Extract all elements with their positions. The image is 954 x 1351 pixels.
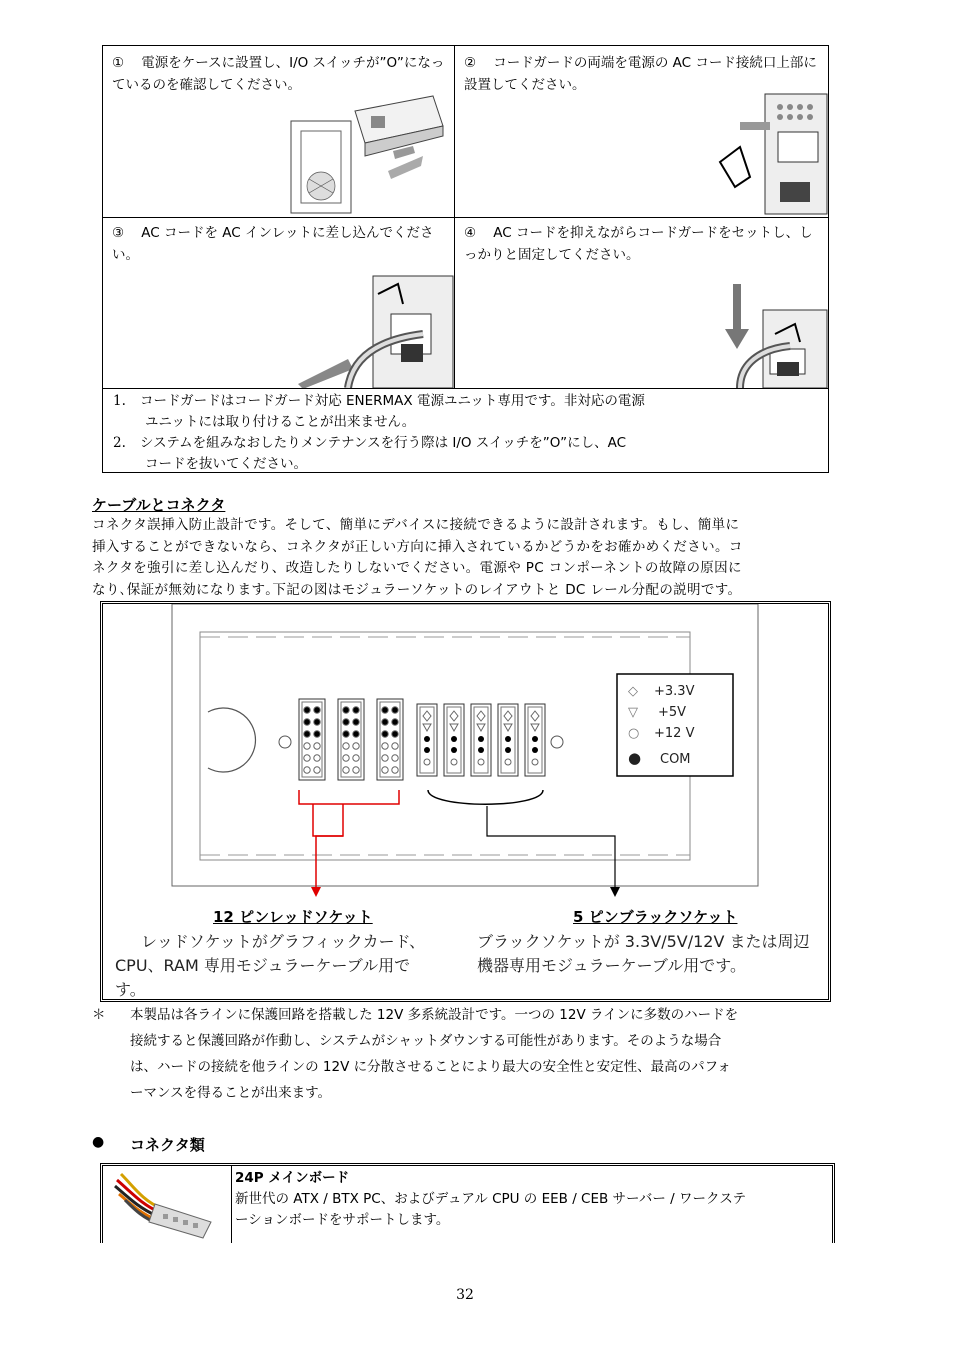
24p-cable-image [103, 1166, 231, 1243]
step-1-text: 電源をケースに設置し、I/O スイッチが”O”になっているのを確認してください。 [112, 55, 445, 93]
socket-5pin-1 [417, 704, 437, 776]
red-socket-desc: レッドソケットがグラフィックカード、 CPU、RAM 専用モジュラーケーブル用で す。 [115, 932, 426, 999]
section-body: コネクタ誤挿入防止設計です。そして、簡単にデバイスに接続できるように設計されます。もし、簡単に 挿入することができないなら、コネクタが正しい方向に挿入されているかどうかをお確かめください。コ ネクタを強引に差し込んだり、改造したりしないでください。電源や PC コンポーネントの故障の原因に なり､保証が無効になります｡下記の図はモジュラーソケットのレイアウトと DC レール分配の説明です。 [92, 517, 743, 598]
legend-5v: ▽ +5V [628, 705, 687, 720]
red-socket-title: 12 ピンレッドソケット [213, 908, 373, 926]
section-heading: ケーブルとコネクタ [92, 496, 226, 514]
black-socket-desc: ブラックソケットが 3.3V/5V/12V または周辺 機器専用モジュラーケーブル用です。 [477, 932, 810, 975]
step-4-text: AC コードを抑えながらコードガードをセットし、しっかりと固定してください。 [464, 225, 813, 263]
cord-guard-illustration [710, 92, 828, 216]
5-pin-sockets [417, 704, 545, 776]
step-1-number: ① [112, 55, 125, 71]
connector-24p-title: 24P メインボード [235, 1170, 350, 1186]
step-3-cell [103, 218, 455, 389]
step-4-number: ④ [464, 225, 477, 241]
step-2-number: ② [464, 55, 477, 71]
cord-guard-fix-illustration [725, 274, 828, 388]
socket-12pin-1 [299, 699, 325, 780]
socket-5pin-4 [498, 704, 518, 776]
connector-image-cell [103, 1166, 232, 1243]
black-arrow-head [610, 887, 620, 897]
step-1-cell [103, 46, 455, 218]
instruction-table [102, 45, 829, 473]
connectors-heading: コネクタ類 [130, 1136, 205, 1154]
step-2-text: コードガードの両端を電源の AC コード接続口上部に設置してください。 [464, 55, 817, 93]
legend-12v: ○ +12 V [628, 726, 695, 741]
socket-12pin-3 [377, 699, 403, 780]
connector-table [100, 1163, 835, 1243]
step-3-number: ③ [112, 225, 125, 241]
step-4-cell [455, 218, 828, 389]
socket-5pin-3 [471, 704, 491, 776]
step-3-text: AC コードを AC インレットに差し込んでください。 [112, 225, 434, 263]
footnote-mark: ＊ [92, 1007, 106, 1023]
modular-socket-diagram [100, 601, 831, 1002]
legend-com: ● COM [628, 749, 691, 767]
black-socket-title: 5 ピンブラックソケット [573, 908, 738, 926]
socket-5pin-2 [444, 704, 464, 776]
red-arrow-head [311, 887, 321, 897]
note-1: 1. コードガードはコードガード対応 ENERMAX 電源ユニット専用です。非対応の電源 ユニットには取り付けることが出来ません。 [113, 393, 645, 430]
note-2: 2. システムを組みなおしたりメンテナンスを行う際は I/O スイッチを”O”にし、AC コードを抜いてください。 [113, 435, 627, 472]
legend-3v3: ◇ +3.3V [628, 684, 695, 699]
socket-5pin-5 [525, 704, 545, 776]
ac-inlet-illustration [293, 274, 455, 388]
12-pin-sockets [299, 699, 403, 780]
footnote-text: 本製品は各ラインに保護回路を搭載した 12V 多系統設計です。一つの 12V ラインに多数のハードを 接続すると保護回路が作動し、システムがシャットダウンする可能性があります。そのような場合 は、ハードの接続を他ラインの 12V に分散させることにより最大の安全性と安定性、最高のパフォ ーマンスを得ることが出来ます。 [130, 1007, 739, 1101]
step-2-cell [455, 46, 828, 218]
socket-12pin-2 [338, 699, 364, 780]
connector-24p-desc: 24P メインボード 新世代の ATX / BTX PC、およびデュアル CPU の EEB / CEB サーバー / ワークステ ーションボードをサポートします。 [235, 1168, 835, 1231]
bullet-icon: ● [92, 1134, 105, 1150]
notes-row [103, 389, 828, 473]
psu-install-illustration [283, 91, 448, 216]
legend [628, 684, 728, 770]
page-number: 32 [456, 1287, 474, 1303]
